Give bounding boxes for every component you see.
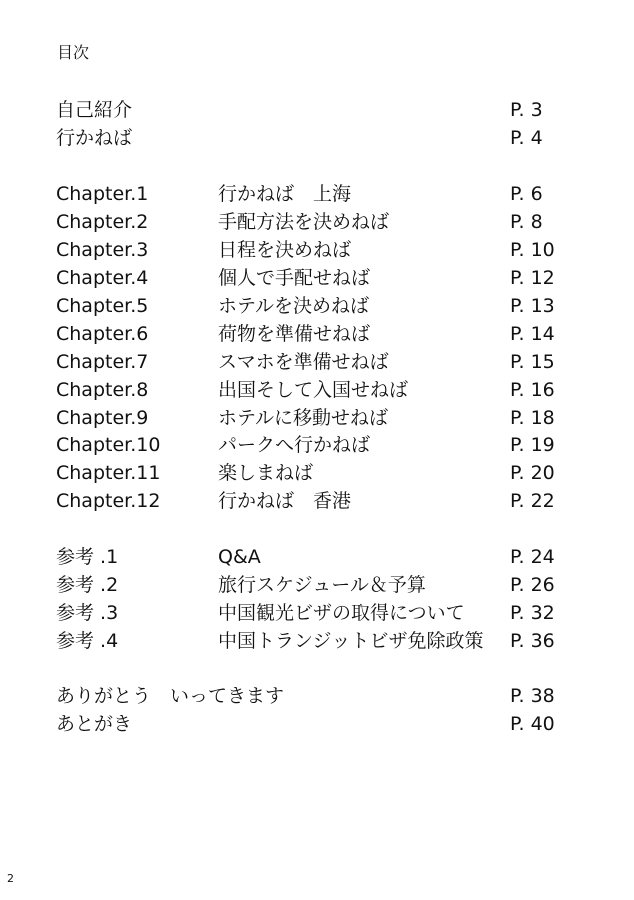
chapter-page: P. 20 [510, 462, 555, 484]
chapter-title: ホテルを決めねば [218, 295, 370, 317]
reference-title: Q&A [218, 546, 261, 568]
chapter-number: Chapter.1 [56, 183, 149, 205]
toc-reference-entry [0, 572, 634, 598]
chapter-number: Chapter.9 [56, 407, 149, 429]
chapter-page: P. 12 [510, 267, 555, 289]
toc-reference-entry [0, 600, 634, 626]
chapter-title: ホテルに移動せねば [218, 407, 389, 429]
chapter-page: P. 10 [510, 239, 555, 261]
chapter-page: P. 6 [510, 183, 543, 205]
entry-label: 自己紹介 [56, 99, 133, 121]
chapter-page: P. 19 [510, 434, 555, 456]
chapter-title: 楽しまねば [218, 462, 314, 484]
chapter-title: 個人で手配せねば [218, 267, 371, 289]
chapter-page: P. 16 [510, 379, 555, 401]
toc-chapter-entry [0, 293, 634, 319]
chapter-page: P. 14 [510, 323, 555, 345]
toc-chapter-entry [0, 432, 634, 458]
reference-title: 中国トランジットビザ免除政策 [218, 630, 484, 652]
entry-page: P. 38 [510, 685, 555, 707]
toc-chapter-entry [0, 265, 634, 291]
toc-entry [0, 711, 634, 737]
chapter-title: スマホを準備せねば [218, 351, 389, 373]
reference-page: P. 24 [510, 546, 555, 568]
chapter-number: Chapter.12 [56, 490, 161, 512]
chapter-title: 荷物を準備せねば [218, 323, 371, 345]
toc-chapter-entry [0, 237, 634, 263]
entry-label: 行かねば [56, 127, 133, 149]
reference-page: P. 36 [510, 630, 555, 652]
chapter-number: Chapter.11 [56, 462, 161, 484]
chapter-title: 行かねば 香港 [218, 490, 352, 512]
toc-chapter-entry [0, 209, 634, 235]
chapter-title: 出国そして入国せねば [218, 379, 409, 401]
chapter-title: 行かねば 上海 [218, 183, 352, 205]
toc-chapter-entry [0, 349, 634, 375]
chapter-number: Chapter.10 [56, 434, 161, 456]
chapter-number: Chapter.6 [56, 323, 149, 345]
chapter-page: P. 13 [510, 295, 555, 317]
chapter-page: P. 22 [510, 490, 555, 512]
chapter-number: Chapter.7 [56, 351, 149, 373]
chapter-number: Chapter.5 [56, 295, 149, 317]
page-number: 2 [7, 872, 14, 885]
toc-chapter-entry [0, 488, 634, 514]
chapter-page: P. 8 [510, 211, 543, 233]
toc-reference-entry [0, 628, 634, 654]
toc-heading: 目次 [57, 43, 90, 62]
entry-label: ありがとう いってきます [56, 685, 285, 707]
toc-entry [0, 125, 634, 151]
reference-number: 参考 .3 [56, 602, 119, 624]
reference-number: 参考 .2 [56, 574, 119, 596]
toc-chapter-entry [0, 377, 634, 403]
toc-chapter-entry [0, 181, 634, 207]
reference-page: P. 32 [510, 602, 555, 624]
chapter-title: 日程を決めねば [218, 239, 352, 261]
reference-title: 旅行スケジュール＆予算 [218, 574, 426, 596]
toc-chapter-entry [0, 460, 634, 486]
chapter-title: 手配方法を決めねば [218, 211, 390, 233]
toc-reference-entry [0, 544, 634, 570]
reference-title: 中国観光ビザの取得について [218, 602, 465, 624]
entry-page: P. 3 [510, 99, 543, 121]
toc-chapter-entry [0, 321, 634, 347]
chapter-number: Chapter.2 [56, 211, 149, 233]
chapter-number: Chapter.3 [56, 239, 149, 261]
chapter-title: パークへ行かねば [218, 434, 371, 456]
entry-label: あとがき [56, 713, 133, 735]
toc-entry [0, 683, 634, 709]
reference-page: P. 26 [510, 574, 555, 596]
chapter-page: P. 15 [510, 351, 555, 373]
entry-page: P. 4 [510, 127, 543, 149]
chapter-page: P. 18 [510, 407, 555, 429]
entry-page: P. 40 [510, 713, 555, 735]
chapter-number: Chapter.4 [56, 267, 149, 289]
toc-chapter-entry [0, 405, 634, 431]
reference-number: 参考 .1 [56, 546, 119, 568]
reference-number: 参考 .4 [56, 630, 119, 652]
chapter-number: Chapter.8 [56, 379, 149, 401]
toc-entry [0, 97, 634, 123]
